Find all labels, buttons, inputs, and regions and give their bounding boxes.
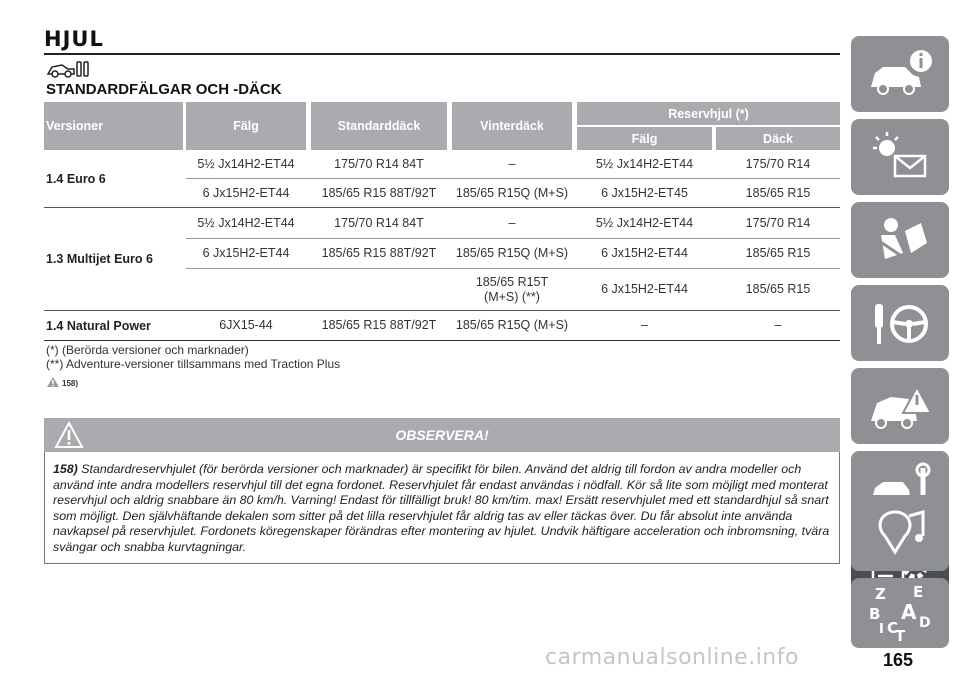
svg-text:A: A	[901, 600, 917, 624]
title-rule	[44, 53, 840, 55]
warning-triangle-icon	[54, 421, 84, 449]
tab-driving[interactable]	[851, 285, 949, 361]
warning-text: Standardreservhjulet (för berörda versioner och marknader) är specifikt för bilen. Använd det aldrig till fordon av andra modeller och använd inte andra modellers reservhjul till det egna fordonet. Reservhjulet får endast användas i nödfall. Kör så lite som möjligt med monterat reservhjul och aldrig snabbare än 80 km/h. Varning! Endast för tillfälligt bruk! 80 km/tim. max! Ersätt reservhjulet med ett standardhjul så snart som möjligt. Den självhäftande dekalen som sitter på det lilla reservhjulet får aldrig tas av eller täckas över. Du får absolut inte använda navkapsel på reservhjulet. Fordonets köregenskaper förändras efter montering av hjulet. Undvik häftigare acceleration och inbromsning, tvära svängar och snabba kurvtagningar.	[53, 462, 830, 554]
table-group	[44, 311, 840, 341]
cell: –	[641, 318, 648, 332]
cell: 185/65 R15 88T/92T	[321, 246, 437, 260]
tab-multimedia[interactable]	[851, 495, 949, 571]
cell: 185/65 R15	[745, 282, 811, 296]
section-title: STANDARDFÄLGAR OCH -DÄCK	[46, 81, 282, 98]
table-header	[44, 102, 840, 150]
cell: 185/65 R15 88T/92T	[321, 185, 437, 200]
cell	[186, 269, 306, 310]
table-group	[44, 208, 840, 311]
svg-text:I: I	[879, 622, 884, 637]
car-tire-icon	[46, 60, 90, 78]
tab-warning-lights[interactable]	[851, 119, 949, 195]
svg-text:T: T	[895, 627, 906, 643]
cell: 6JX15-44	[219, 318, 273, 332]
table-group	[44, 150, 840, 208]
cell: 175/70 R14 84T	[334, 156, 424, 171]
table-row	[186, 269, 840, 310]
tab-safety[interactable]	[851, 202, 949, 278]
header-vinterdack: Vinterdäck	[452, 102, 572, 150]
cell: –	[508, 156, 516, 171]
cell: 185/65 R15Q (M+S)	[455, 246, 569, 260]
reference-number: 158)	[62, 379, 79, 388]
cell: 185/65 R15	[745, 185, 811, 200]
page-number: 165	[882, 650, 914, 670]
warning-header	[44, 418, 840, 452]
svg-text:B: B	[869, 605, 881, 623]
cell: 6 Jx15H2-ET44	[601, 246, 688, 260]
header-falg: Fälg	[186, 102, 306, 150]
table-row	[186, 311, 840, 340]
cell: 6 Jx15H2-ET44	[601, 282, 688, 296]
note-versions: (*) (Berörda versioner och marknader)	[46, 343, 249, 357]
index-letters-icon	[865, 583, 935, 643]
cell: 185/65 R15Q (M+S)	[455, 318, 569, 332]
emergency-icon	[865, 379, 935, 433]
cell: –	[508, 215, 516, 230]
row-label: 1.4 Euro 6	[46, 171, 106, 186]
svg-text:E: E	[913, 583, 924, 601]
svg-text:Z: Z	[875, 585, 886, 603]
cell: 6 Jx15H2-ET44	[202, 246, 290, 260]
header-versioner: Versioner	[44, 102, 183, 150]
warning-body	[44, 452, 840, 564]
warning-reference[interactable]	[46, 376, 78, 388]
table-row	[186, 208, 840, 239]
table-row	[186, 239, 840, 269]
tab-index[interactable]	[851, 578, 949, 648]
cell: 185/65 R15T (M+S) (**)	[475, 274, 549, 304]
cell: 175/70 R14	[745, 215, 811, 230]
header-res-falg: Fälg	[577, 127, 712, 150]
row-label: 1.4 Natural Power	[46, 318, 151, 333]
note-adventure: (**) Adventure-versioner tillsammans med Traction Plus	[46, 357, 341, 371]
wheel-table	[44, 102, 840, 341]
cell: 5½ Jx14H2-ET44	[197, 156, 295, 171]
warning-box	[44, 418, 840, 564]
multimedia-icon	[865, 506, 935, 560]
page-title: HJUL	[44, 27, 104, 51]
header-standarddack: Standarddäck	[311, 102, 447, 150]
cell: 175/70 R14	[745, 156, 811, 171]
cell: 185/65 R15 88T/92T	[321, 318, 437, 332]
table-row	[186, 179, 840, 207]
cell: 5½ Jx14H2-ET44	[595, 215, 694, 230]
cell: 6 Jx15H2-ET45	[601, 185, 688, 200]
warning-lights-icon	[865, 130, 935, 184]
cell: 175/70 R14 84T	[334, 215, 424, 230]
row-label: 1.3 Multijet Euro 6	[46, 252, 153, 266]
table-row	[186, 150, 840, 179]
watermark: carmanualsonline.info	[545, 645, 799, 670]
cell: 6 Jx15H2-ET44	[202, 185, 290, 200]
key-steering-icon	[865, 296, 935, 350]
tab-emergency[interactable]	[851, 368, 949, 444]
svg-text:D: D	[919, 615, 931, 631]
cell	[311, 269, 447, 310]
cell: 185/65 R15	[745, 246, 811, 260]
warning-number: 158)	[53, 462, 78, 476]
warning-title: OBSERVERA!	[395, 427, 489, 443]
cell: 185/65 R15Q (M+S)	[455, 185, 569, 200]
cell: –	[774, 318, 782, 332]
tab-car-info[interactable]	[851, 36, 949, 112]
warning-triangle-small-icon	[46, 376, 60, 388]
cell: 5½ Jx14H2-ET44	[197, 215, 295, 230]
svg-text:C: C	[887, 619, 899, 637]
seat-airbag-icon	[865, 213, 935, 267]
header-reservhjul: Reservhjul (*)	[577, 102, 840, 125]
car-info-icon	[865, 47, 935, 101]
table-notes	[46, 343, 340, 371]
header-res-dack: Däck	[716, 127, 840, 150]
cell: 5½ Jx14H2-ET44	[595, 156, 694, 171]
